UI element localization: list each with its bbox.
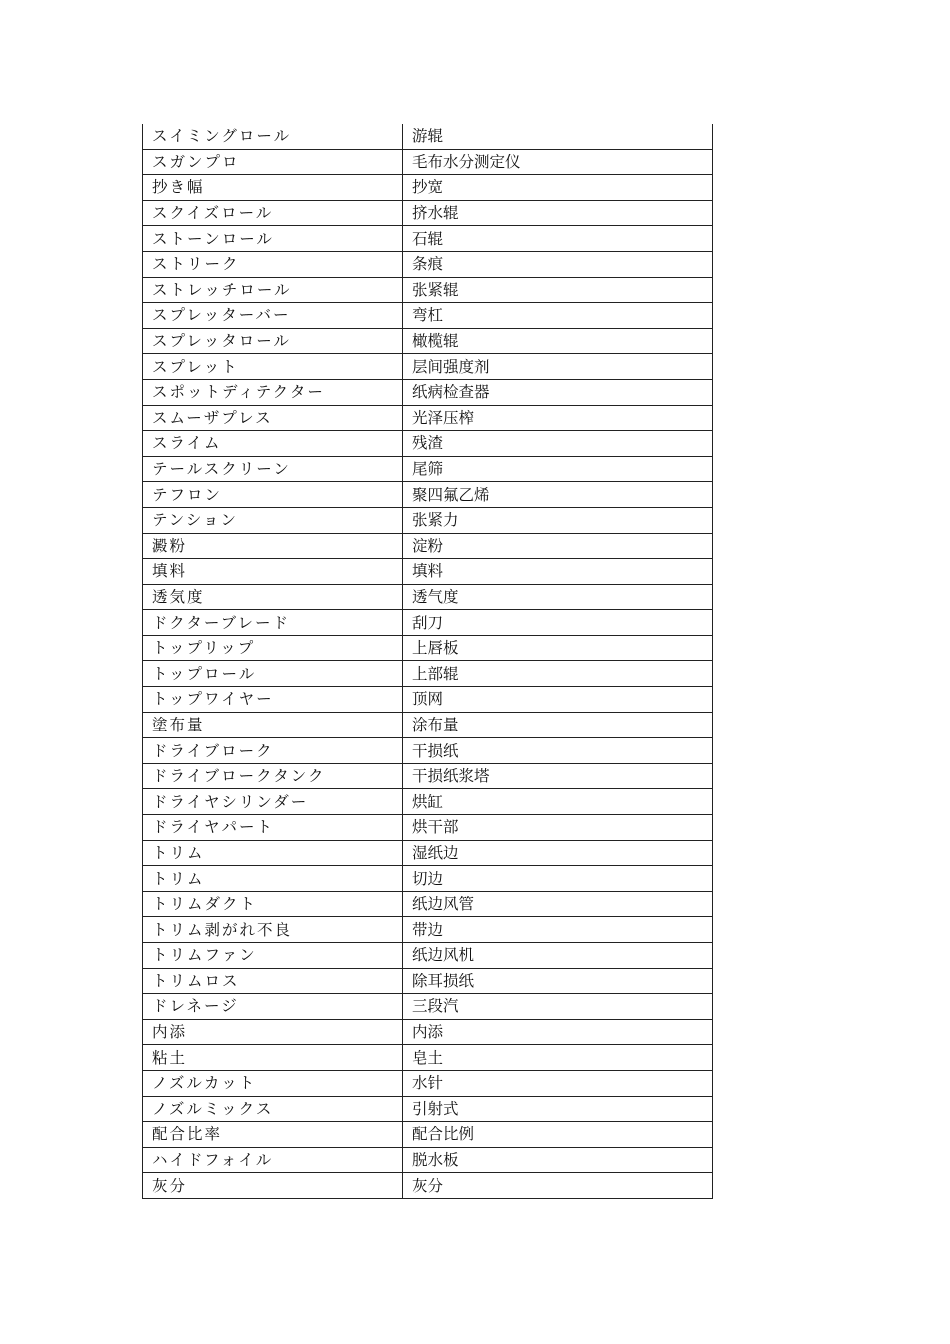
table-row — [143, 610, 713, 636]
chinese-term-cell: 切边 — [403, 866, 713, 892]
japanese-term-cell: ストレッチロール — [143, 277, 403, 303]
japanese-term-cell: ドライヤシリンダー — [143, 789, 403, 815]
japanese-term-cell: スプレッタロール — [143, 328, 403, 354]
japanese-term-cell: テフロン — [143, 482, 403, 508]
japanese-term-cell: ハイドフォイル — [143, 1147, 403, 1173]
japanese-term-cell: 澱粉 — [143, 533, 403, 559]
chinese-term-cell: 光泽压榨 — [403, 405, 713, 431]
table-row — [143, 277, 713, 303]
chinese-term-cell: 层间强度剂 — [403, 354, 713, 380]
japanese-term-cell: トップワイヤー — [143, 687, 403, 713]
chinese-term-cell: 上部辊 — [403, 661, 713, 687]
table-row — [143, 1173, 713, 1199]
japanese-term-cell: トリムダクト — [143, 891, 403, 917]
table-row — [143, 507, 713, 533]
japanese-term-cell: トリムファン — [143, 943, 403, 969]
japanese-term-cell: 配合比率 — [143, 1122, 403, 1148]
chinese-term-cell: 涂布量 — [403, 712, 713, 738]
table-row — [143, 354, 713, 380]
table-row — [143, 226, 713, 252]
chinese-term-cell: 纸病检查器 — [403, 379, 713, 405]
table-row — [143, 968, 713, 994]
chinese-term-cell: 皂土 — [403, 1045, 713, 1071]
table-row — [143, 200, 713, 226]
chinese-term-cell: 湿纸边 — [403, 840, 713, 866]
table-row — [143, 994, 713, 1020]
chinese-term-cell: 游辊 — [403, 124, 713, 149]
chinese-term-cell: 纸边风机 — [403, 943, 713, 969]
table-row — [143, 303, 713, 329]
japanese-term-cell: トリムロス — [143, 968, 403, 994]
chinese-term-cell: 引射式 — [403, 1096, 713, 1122]
table-row — [143, 866, 713, 892]
table-row — [143, 482, 713, 508]
table-row — [143, 405, 713, 431]
chinese-term-cell: 带边 — [403, 917, 713, 943]
chinese-term-cell: 淀粉 — [403, 533, 713, 559]
table-row — [143, 917, 713, 943]
chinese-term-cell: 脱水板 — [403, 1147, 713, 1173]
chinese-term-cell: 条痕 — [403, 251, 713, 277]
chinese-term-cell: 烘干部 — [403, 815, 713, 841]
japanese-term-cell: 透気度 — [143, 584, 403, 610]
chinese-term-cell: 水针 — [403, 1070, 713, 1096]
table-row — [143, 815, 713, 841]
chinese-term-cell: 除耳损纸 — [403, 968, 713, 994]
japanese-term-cell: テンション — [143, 507, 403, 533]
table-row — [143, 175, 713, 201]
chinese-term-cell: 配合比例 — [403, 1122, 713, 1148]
chinese-term-cell: 干损纸 — [403, 738, 713, 764]
chinese-term-cell: 内添 — [403, 1019, 713, 1045]
table-row — [143, 1045, 713, 1071]
chinese-term-cell: 尾筛 — [403, 456, 713, 482]
chinese-term-cell: 挤水辊 — [403, 200, 713, 226]
chinese-term-cell: 填料 — [403, 559, 713, 585]
chinese-term-cell: 石辊 — [403, 226, 713, 252]
table-row — [143, 328, 713, 354]
chinese-term-cell: 张紧力 — [403, 507, 713, 533]
japanese-term-cell: ドレネージ — [143, 994, 403, 1020]
chinese-term-cell: 弯杠 — [403, 303, 713, 329]
table-row — [143, 763, 713, 789]
chinese-term-cell: 张紧辊 — [403, 277, 713, 303]
chinese-term-cell: 橄榄辊 — [403, 328, 713, 354]
table-row — [143, 124, 713, 149]
chinese-term-cell: 刮刀 — [403, 610, 713, 636]
chinese-term-cell: 抄宽 — [403, 175, 713, 201]
japanese-term-cell: ストリーク — [143, 251, 403, 277]
chinese-term-cell: 残渣 — [403, 431, 713, 457]
table-row — [143, 584, 713, 610]
table-row — [143, 379, 713, 405]
table-row — [143, 635, 713, 661]
japanese-term-cell: トリム — [143, 840, 403, 866]
chinese-term-cell: 上唇板 — [403, 635, 713, 661]
japanese-term-cell: 灰分 — [143, 1173, 403, 1199]
chinese-term-cell: 顶网 — [403, 687, 713, 713]
table-row — [143, 431, 713, 457]
japanese-term-cell: 抄き幅 — [143, 175, 403, 201]
table-row — [143, 456, 713, 482]
glossary-table-body — [143, 124, 713, 1198]
japanese-term-cell: スプレッターバー — [143, 303, 403, 329]
japanese-term-cell: 内添 — [143, 1019, 403, 1045]
japanese-term-cell: スプレット — [143, 354, 403, 380]
japanese-term-cell: スイミングロール — [143, 124, 403, 149]
japanese-term-cell: 填料 — [143, 559, 403, 585]
japanese-term-cell: トップリップ — [143, 635, 403, 661]
chinese-term-cell: 透气度 — [403, 584, 713, 610]
table-row — [143, 687, 713, 713]
japanese-term-cell: テールスクリーン — [143, 456, 403, 482]
japanese-term-cell: ストーンロール — [143, 226, 403, 252]
chinese-term-cell: 纸边风管 — [403, 891, 713, 917]
table-row — [143, 559, 713, 585]
japanese-term-cell: スクイズロール — [143, 200, 403, 226]
table-row — [143, 789, 713, 815]
japanese-term-cell: トリム剥がれ不良 — [143, 917, 403, 943]
japanese-term-cell: ドライヤパート — [143, 815, 403, 841]
table-row — [143, 712, 713, 738]
table-row — [143, 149, 713, 175]
chinese-term-cell: 聚四氟乙烯 — [403, 482, 713, 508]
chinese-term-cell: 毛布水分测定仪 — [403, 149, 713, 175]
table-row — [143, 661, 713, 687]
japanese-term-cell: 粘土 — [143, 1045, 403, 1071]
chinese-term-cell: 烘缸 — [403, 789, 713, 815]
japanese-term-cell: スガンプロ — [143, 149, 403, 175]
table-row — [143, 738, 713, 764]
japanese-term-cell: ドライブローク — [143, 738, 403, 764]
japanese-term-cell: スライム — [143, 431, 403, 457]
table-row — [143, 1122, 713, 1148]
table-row — [143, 840, 713, 866]
table-row — [143, 1019, 713, 1045]
japanese-term-cell: 塗布量 — [143, 712, 403, 738]
table-row — [143, 943, 713, 969]
japanese-term-cell: ノズルミックス — [143, 1096, 403, 1122]
table-row — [143, 533, 713, 559]
chinese-term-cell: 三段汽 — [403, 994, 713, 1020]
table-row — [143, 1070, 713, 1096]
table-row — [143, 251, 713, 277]
japanese-term-cell: トップロール — [143, 661, 403, 687]
japanese-term-cell: トリム — [143, 866, 403, 892]
table-row — [143, 1096, 713, 1122]
glossary-table — [142, 124, 713, 1199]
chinese-term-cell: 干损纸浆塔 — [403, 763, 713, 789]
chinese-term-cell: 灰分 — [403, 1173, 713, 1199]
japanese-term-cell: ドライブロークタンク — [143, 763, 403, 789]
japanese-term-cell: ドクターブレード — [143, 610, 403, 636]
table-row — [143, 891, 713, 917]
japanese-term-cell: スムーザプレス — [143, 405, 403, 431]
table-row — [143, 1147, 713, 1173]
japanese-term-cell: スポットディテクター — [143, 379, 403, 405]
japanese-term-cell: ノズルカット — [143, 1070, 403, 1096]
